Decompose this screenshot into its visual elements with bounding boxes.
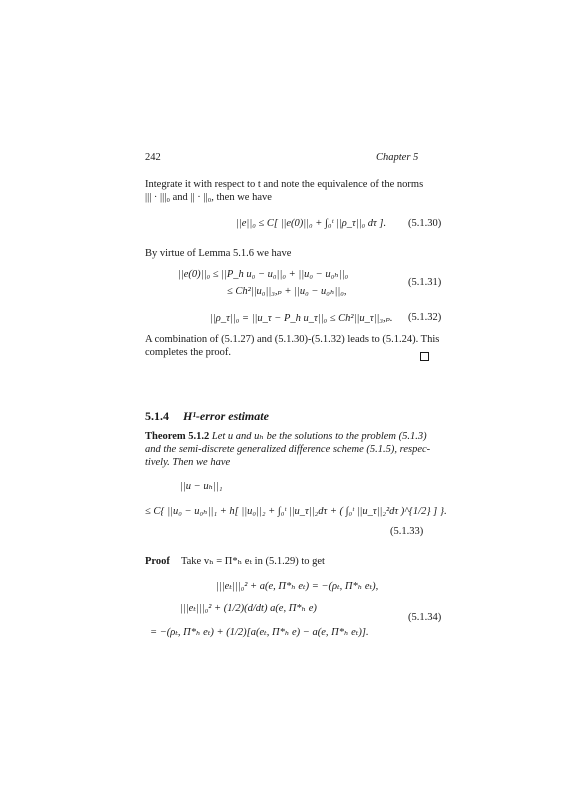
theorem-text-1: Let u and uₕ be the solutions to the problem (5.1.3) bbox=[211, 431, 427, 442]
equation-5-1-31-line-1: ||e(0)||₀ ≤ ||P_h u₀ − u₀||₀ + ||u₀ − u₀ₕ||₀ bbox=[178, 269, 349, 280]
page-number: 242 bbox=[145, 152, 161, 163]
section-number: 5.1.4 bbox=[145, 409, 169, 423]
equation-5-1-33-line-1: ||u − uₕ||₁ bbox=[180, 481, 223, 492]
chapter-title: Chapter 5 bbox=[376, 152, 419, 163]
section-title: H¹-error estimate bbox=[183, 409, 269, 423]
equation-5-1-34-line-2: = −(ρₜ, Π*ₕ eₜ) + (1/2)[a(eₜ, Π*ₕ e) − a(e, Π*ₕ eₜ)]. bbox=[150, 627, 369, 638]
conclusion-line-2: completes the proof. bbox=[145, 347, 232, 358]
theorem-line-2: and the semi-discrete generalized difference scheme (5.1.5), respec- bbox=[145, 444, 431, 455]
equation-number-5-1-33: (5.1.33) bbox=[390, 526, 424, 537]
theorem-line-3: tively. Then we have bbox=[145, 457, 231, 468]
conclusion-line-1: A combination of (5.1.27) and (5.1.30)-(5.1.32) leads to (5.1.24). This bbox=[145, 334, 440, 345]
equation-number-5-1-34: (5.1.34) bbox=[408, 612, 442, 623]
proof-label: Proof bbox=[145, 556, 170, 567]
proof-line bbox=[145, 555, 325, 568]
qed-symbol bbox=[420, 348, 429, 366]
intro-line-1: Integrate it with respect to t and note the equivalence of the norms bbox=[145, 179, 424, 190]
intro-line-2: ||| · |||₀ and || · ||₀, then we have bbox=[145, 192, 272, 203]
equation-number-5-1-30: (5.1.30) bbox=[408, 218, 442, 229]
equation-5-1-32: ||ρ_τ||₀ = ||u_τ − P_h u_τ||₀ ≤ Ch²||u_τ||₃,ₚ. bbox=[210, 313, 393, 324]
lemma-reference-text: By virtue of Lemma 5.1.6 we have bbox=[145, 248, 292, 259]
theorem-line-1 bbox=[145, 430, 427, 443]
equation-5-1-30: ||e||₀ ≤ C[ ||e(0)||₀ + ∫₀ᵗ ||ρ_τ||₀ dτ ]. bbox=[236, 218, 387, 229]
equation-5-1-34-line-1: |||eₜ|||₀² + (1/2)(d/dt) a(e, Π*ₕ e) bbox=[180, 603, 317, 614]
equation-number-5-1-31: (5.1.31) bbox=[408, 277, 442, 288]
section-heading bbox=[145, 409, 269, 424]
theorem-label: Theorem 5.1.2 bbox=[145, 431, 210, 442]
equation-5-1-33-line-2: ≤ C{ ||u₀ − u₀ₕ||₁ + h[ ||u₀||₂ + ∫₀ᵗ ||u_τ||₂dτ + ( ∫₀ᵗ ||u_τ||₂²dτ )^{1/2} ] }. bbox=[145, 506, 447, 517]
equation-number-5-1-32: (5.1.32) bbox=[408, 312, 442, 323]
equation-5-1-31-line-2: ≤ Ch²||u₀||₃,ₚ + ||u₀ − u₀ₕ||₀, bbox=[227, 286, 347, 297]
proof-equation: |||eₜ|||₀² + a(e, Π*ₕ eₜ) = −(ρₜ, Π*ₕ eₜ), bbox=[216, 581, 379, 592]
proof-text: Take vₕ = Π*ₕ eₜ in (5.1.29) to get bbox=[180, 556, 325, 567]
